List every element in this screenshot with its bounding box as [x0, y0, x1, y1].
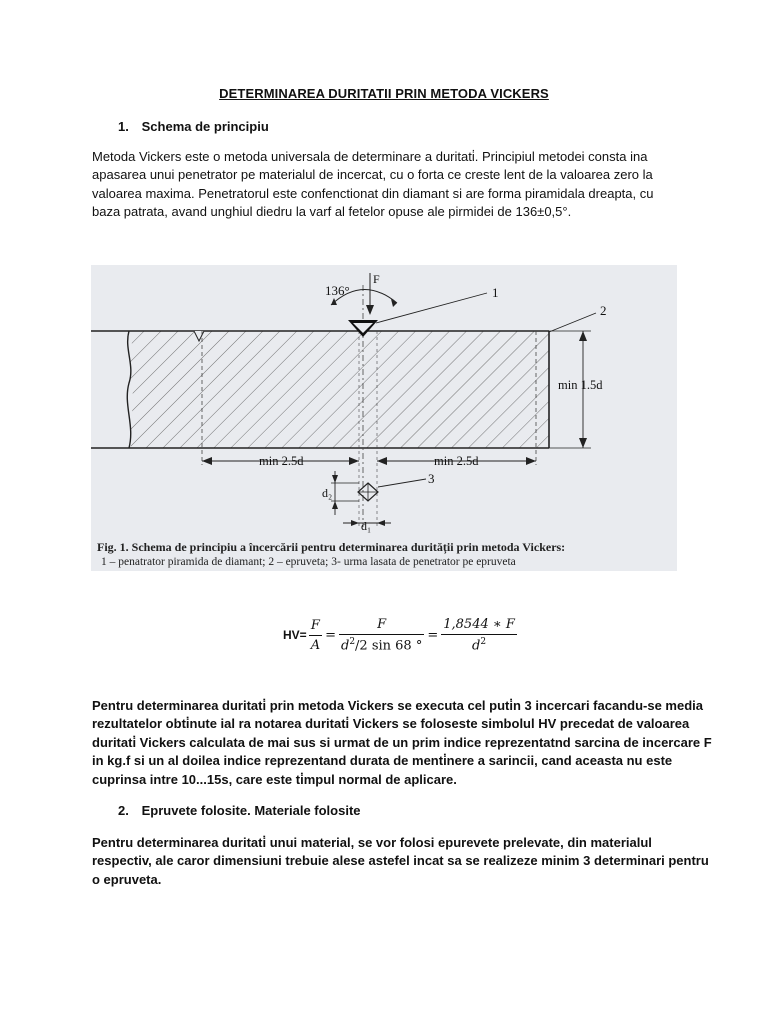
fraction-denominator: $d^2$ [472, 636, 487, 654]
callout-3-label: 3 [428, 471, 435, 486]
paragraph-line: Pentru determinarea duritati̇ prin metoda Vickers se executa cel puti̇n 3 incercari facandu-se media [92, 698, 703, 713]
section-number: 1. [118, 119, 129, 134]
paragraph-procedure [92, 697, 712, 789]
paragraph-line: Metoda Vickers este o metoda universala de determinare a duritati̇. Principiul metodei consta ina [92, 149, 648, 164]
callout-2-label: 2 [600, 303, 607, 318]
paragraph-line: respectiv, ale caror dimensiuni trebuie alese astefel incat sa se realizeze minim 3 determinari pentru [92, 853, 709, 869]
fraction-final [441, 617, 517, 653]
document-title: DETERMINAREA DURITATII PRIN METODA VICKERS [219, 86, 549, 101]
specimen-block [91, 331, 549, 448]
paragraph-line: valoarea maxima. Penetratorul este confenctionat din diamant si are forma piramidala dreapta, cu [92, 185, 654, 201]
fraction-geometry [339, 617, 424, 653]
force-label: F [373, 272, 380, 286]
paragraph-line: Pentru determinarea duritati̇ unui material, se vor folosi epurevete prelevate, din materialul [92, 835, 652, 850]
fraction-numerator: 1,8544 ∗ F [443, 616, 515, 632]
fraction-numerator: F [377, 616, 387, 632]
fraction-denominator: $d^2/2$ sin 68 ° [340, 636, 423, 654]
figure-caption [97, 540, 565, 568]
d2-label: d₂ [322, 486, 333, 500]
equals-sign: = [325, 627, 336, 643]
fraction-f-over-a [309, 618, 322, 653]
section-title: Epruvete folosite. Materiale folosite [141, 803, 361, 818]
paragraph-line: cuprinsa intre 10...15s, care este ti̇mpul normal de aplicare. [92, 771, 457, 787]
paragraph-line: duritati̇ Vickers calculata de mai sus si urmat de un prim indice reprezentatnd sarcina de incercare F [92, 734, 712, 750]
figure-caption-title: Fig. 1. Schema de principiu a încercării pentru determinarea durității prin metoda Vickers: [97, 540, 566, 554]
paragraph-line: in kg.f si un al doilea indice reprezentand durata de menti̇nere a sarincii, cand aceasta nu este [92, 753, 673, 769]
fraction-numerator: F [310, 617, 320, 633]
thickness-dimension-label: min 1.5d [558, 378, 603, 392]
section-heading-2 [118, 803, 361, 818]
section-heading-1 [118, 119, 269, 134]
paragraph-line: rezultatelor obti̇nute ial ra notarea duritati̇ Vickers se foloseste simbolul HV precedat de valoarea [92, 716, 690, 732]
schematic-drawing [91, 265, 677, 571]
paragraph-specimens [92, 834, 709, 889]
section-title: Schema de principiu [141, 119, 269, 134]
right-distance-label: min 2.5d [434, 454, 479, 468]
fraction-denominator: A [310, 637, 321, 653]
d1-label: d₁ [361, 519, 372, 533]
vickers-formula [283, 610, 519, 660]
figure-caption-legend: 1 – penatrator piramida de diamant; 2 – epruveta; 3- urma lasata de penetrator pe epruveta [101, 556, 516, 568]
formula-lhs: HV= [283, 628, 307, 642]
equals-sign: = [427, 627, 439, 643]
paragraph-intro [92, 148, 682, 222]
paragraph-line: baza patrata, avand unghiul diedru la varf al fetelor opuse ale pirmidei de 136±0,5°. [92, 204, 572, 220]
paragraph-line: apasarea unui penetrator pe materialul de incercat, cu o forta ce creste lent de la valoarea zero la [92, 167, 653, 183]
left-distance-label: min 2.5d [259, 454, 304, 468]
vickers-schematic-figure [91, 265, 677, 571]
section-number: 2. [118, 803, 129, 818]
paragraph-line: o epruveta. [92, 871, 162, 887]
angle-label: 136° [325, 283, 350, 298]
callout-1-label: 1 [492, 285, 499, 300]
